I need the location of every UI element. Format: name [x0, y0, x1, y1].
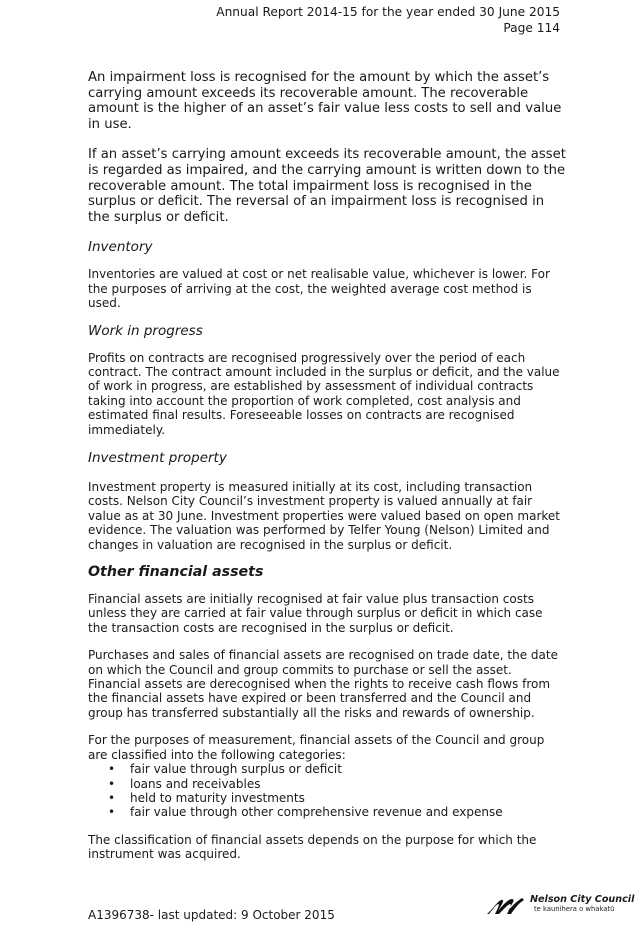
impairment-paragraph-1: An impairment loss is recognised for the amount by which the asset’s carrying amount exceeds its recoverable amount. The recoverable amount is the higher of an asset’s fair value less costs to sell and value in use.	[88, 70, 562, 132]
council-logo-tagline: te kaunihera o whakatū	[534, 905, 615, 913]
financial-assets-paragraph-2: Purchases and sales of financial assets are recognised on trade date, the date on which the Council and group commits to purchase or sell the asset. Financial assets are derecognised when the rights to receive cash flows from the financial assets have expired or been transferred and the Council and group has transferred substantially all the risks and rewards of ownership.	[88, 648, 558, 720]
impairment-paragraph-2: If an asset’s carrying amount exceeds its recoverable amount, the asset is regarded as impaired, and the carrying amount is written down to the recoverable amount. The total impairment loss is recognised in the surplus or deficit. The reversal of an impairment loss is recognised in the surplus or deficit.	[88, 147, 566, 225]
list-item: • loans and receivables	[130, 777, 566, 791]
other-financial-assets-heading: Other financial assets	[88, 564, 264, 581]
investment-property-paragraph: Investment property is measured initially at its cost, including transaction costs. Nelson City Council’s investment property is valued annually at fair value as at 30 June. Investment properties were valued based on open market evidence. The valuation was performed by Telfer Young (Nelson) Limited and changes in valuation are recognised in the surplus or deficit.	[88, 480, 560, 552]
council-logo	[486, 893, 635, 919]
financial-assets-paragraph-3: For the purposes of measurement, financial assets of the Council and group are classified into the following categories:	[88, 733, 545, 762]
list-item: • fair value through surplus or deficit	[130, 762, 566, 776]
report-title: Annual Report 2014-15 for the year ended 30 June 2015	[216, 5, 560, 19]
list-item: • fair value through other comprehensive revenue and expense	[130, 805, 566, 819]
list-item: • held to maturity investments	[130, 791, 566, 805]
inventory-heading: Inventory	[88, 239, 153, 256]
page-number: Page 114	[503, 21, 560, 35]
financial-assets-paragraph-4: The classification of financial assets depends on the purpose for which the instrument was acquired.	[88, 832, 537, 862]
financial-asset-categories-list	[88, 762, 566, 820]
council-logo-mark-icon	[486, 896, 530, 916]
document-reference: A1396738- last updated: 9 October 2015	[88, 908, 335, 922]
work-in-progress-paragraph: Profits on contracts are recognised progressively over the period of each contract. The contract amount included in the surplus or deficit, and the value of work in progress, are established by assessment of individual contracts taking into account the proportion of work completed, cost analysis and estimated final results. Foreseeable losses on contracts are recognised immediately.	[88, 350, 560, 437]
work-in-progress-heading: Work in progress	[88, 322, 203, 339]
financial-assets-paragraph-1: Financial assets are initially recognised at fair value plus transaction costs unless they are carried at fair value through surplus or deficit in which case the transaction costs are recognised in the surplus or deficit.	[88, 592, 543, 635]
council-logo-name: Nelson City Council	[530, 894, 635, 905]
inventory-paragraph: Inventories are valued at cost or net realisable value, whichever is lower. For the purposes of arriving at the cost, the weighted average cost method is used.	[88, 267, 550, 311]
page-header	[216, 4, 560, 36]
investment-property-heading: Investment property	[88, 450, 227, 466]
document-body	[88, 70, 566, 862]
